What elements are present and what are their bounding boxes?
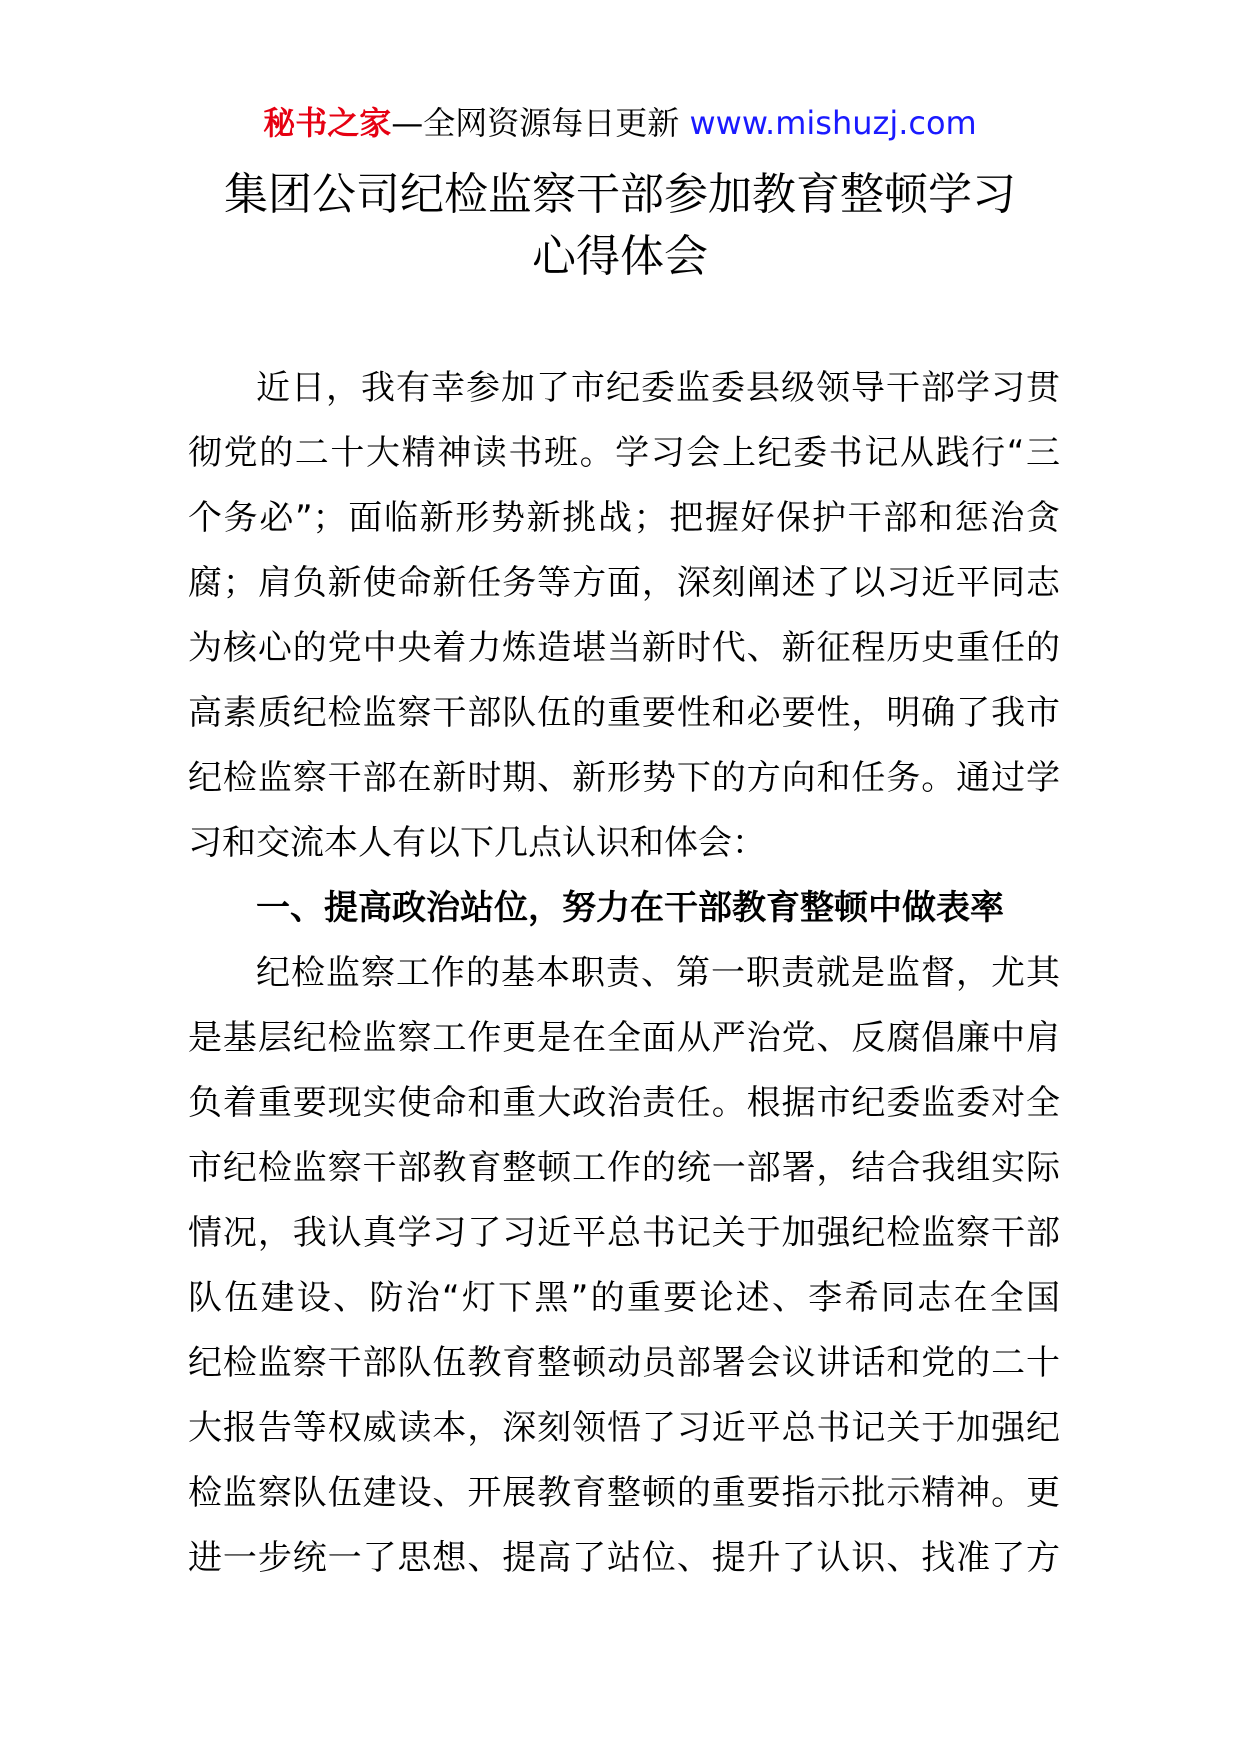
paragraph-line: 个务必”；面临新形势新挑战；把握好保护干部和惩治贪 (188, 498, 1060, 538)
paragraph-line: 进一步统一了思想、提高了站位、提升了认识、找准了方 (188, 1538, 1060, 1578)
paragraph-line: 负着重要现实使命和重大政治责任。根据市纪委监委对全 (188, 1083, 1060, 1123)
paragraph-line: 情况，我认真学习了习近平总书记关于加强纪检监察干部 (188, 1213, 1060, 1253)
section-heading: 一、提高政治站位，努力在干部教育整顿中做表率 (256, 888, 1004, 928)
paragraph-line: 大报告等权威读本，深刻领悟了习近平总书记关于加强纪 (188, 1408, 1060, 1448)
paragraph-line: 是基层纪检监察工作更是在全面从严治党、反腐倡廉中肩 (188, 1018, 1060, 1058)
paragraph-line: 为核心的党中央着力炼造堪当新时代、新征程历史重任的 (188, 628, 1060, 668)
paragraph-line: 纪检监察工作的基本职责、第一职责就是监督，尤其 (256, 953, 1060, 993)
site-url-link[interactable]: www.mishuzj.com (689, 104, 977, 142)
paragraph-line: 高素质纪检监察干部队伍的重要性和必要性，明确了我市 (188, 693, 1060, 733)
document-title (0, 164, 1240, 288)
site-header (0, 100, 1240, 146)
paragraph-line: 腐；肩负新使命新任务等方面，深刻阐述了以习近平同志 (188, 563, 1060, 603)
site-brand: 秘书之家 (263, 104, 392, 142)
paragraph-line: 市纪检监察干部教育整顿工作的统一部署，结合我组实际 (188, 1148, 1060, 1188)
paragraph-line: 检监察队伍建设、开展教育整顿的重要指示批示精神。更 (188, 1473, 1060, 1513)
site-tagline: —全网资源每日更新 (391, 104, 680, 142)
paragraph-line: 队伍建设、防治“灯下黑”的重要论述、李希同志在全国 (188, 1278, 1060, 1318)
paragraph-line: 习和交流本人有以下几点认识和体会： (188, 823, 766, 863)
paragraph-line: 纪检监察干部队伍教育整顿动员部署会议讲话和党的二十 (188, 1343, 1060, 1383)
document-body (188, 356, 1060, 1591)
paragraph-line: 彻党的二十大精神读书班。学习会上纪委书记从践行“三 (188, 433, 1060, 473)
title-line: 心得体会 (532, 231, 708, 282)
title-line: 集团公司纪检监察干部参加教育整顿学习 (224, 169, 1016, 220)
paragraph-line: 纪检监察干部在新时期、新形势下的方向和任务。通过学 (188, 758, 1060, 798)
paragraph-line: 近日，我有幸参加了市纪委监委县级领导干部学习贯 (256, 368, 1060, 408)
